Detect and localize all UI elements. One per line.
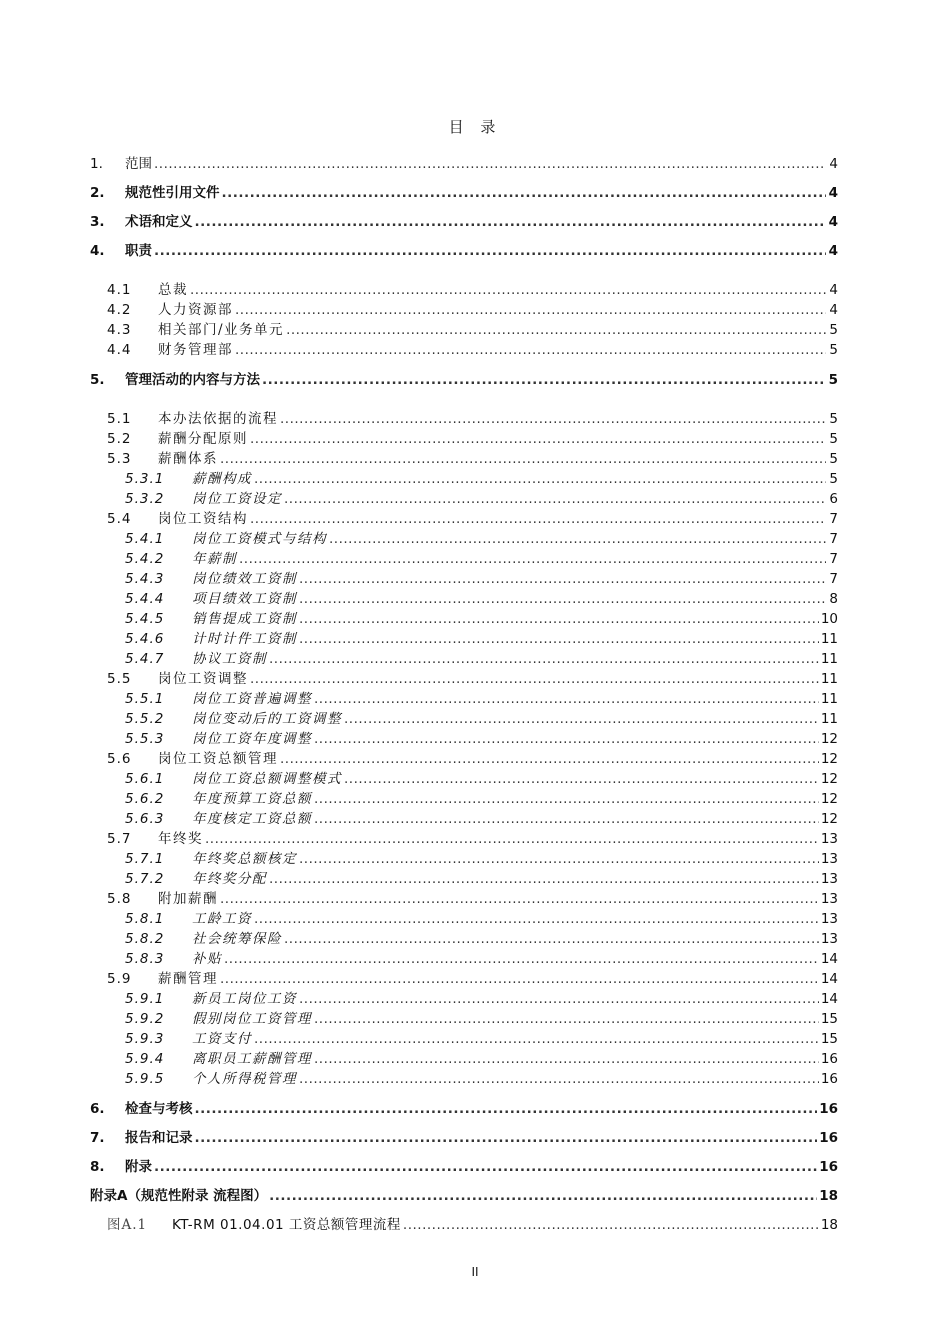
toc-entry-number: 5.4.4 <box>125 591 165 607</box>
toc-entry[interactable] <box>90 368 838 397</box>
toc-entry-page: 16 <box>820 1051 838 1067</box>
toc-entry[interactable] <box>90 447 838 467</box>
toc-entry-page: 4 <box>828 243 838 259</box>
toc-entry[interactable] <box>90 787 838 807</box>
toc-entry-page: 11 <box>820 691 838 707</box>
toc-entry-title: 计时计件工资制 <box>192 631 297 647</box>
toc-entry-number: 7. <box>90 1130 105 1146</box>
toc-entry-page: 16 <box>820 1071 838 1087</box>
toc-leader-dots <box>280 751 819 767</box>
toc-leader-dots <box>154 1159 817 1175</box>
toc-entry-title: 年薪制 <box>192 551 237 567</box>
toc-entry-number: 5.7 <box>107 831 132 847</box>
toc-entry[interactable] <box>90 1067 838 1087</box>
toc-leader-dots <box>254 911 819 927</box>
toc-entry-page: 12 <box>820 811 838 827</box>
toc-entry-page: 14 <box>820 971 838 987</box>
toc-leader-dots <box>299 631 819 647</box>
toc-leader-dots <box>154 156 826 172</box>
toc-leader-dots <box>329 531 826 547</box>
toc-leader-dots <box>280 411 826 427</box>
toc-entry-title: 工龄工资 <box>192 911 252 927</box>
toc-entry[interactable] <box>90 847 838 867</box>
toc-leader-dots <box>250 431 826 447</box>
toc-entry-number: 4.4 <box>107 342 132 358</box>
toc-entry-number: 5.5.3 <box>125 731 165 747</box>
toc-entry[interactable] <box>90 181 838 210</box>
toc-leader-dots <box>224 951 819 967</box>
toc-entry-page: 5 <box>829 431 838 447</box>
toc-entry-number: 5.7.2 <box>125 871 165 887</box>
toc-entry-title: 工资支付 <box>192 1031 252 1047</box>
toc-leader-dots <box>299 991 819 1007</box>
toc-entry[interactable] <box>90 1126 838 1155</box>
toc-entry-title: 岗位工资总额管理 <box>158 751 278 767</box>
toc-leader-dots <box>314 1051 819 1067</box>
toc-entry-title: 财务管理部 <box>158 342 233 358</box>
toc-entry[interactable] <box>90 567 838 587</box>
toc-entry-number: 5.6.2 <box>125 791 165 807</box>
toc-entry-number: 5.9.1 <box>125 991 165 1007</box>
toc-entry-page: 7 <box>829 551 838 567</box>
toc-entry[interactable] <box>90 1097 838 1126</box>
toc-entry-page: 14 <box>820 991 838 1007</box>
toc-entry[interactable] <box>90 907 838 927</box>
toc-entry-page: 11 <box>820 651 838 667</box>
toc-entry-title: 人力资源部 <box>158 302 233 318</box>
toc-entry-page: 4 <box>828 214 838 230</box>
toc-entry-page: 12 <box>820 751 838 767</box>
toc-entry[interactable] <box>90 927 838 947</box>
toc-entry-page: 5 <box>829 411 838 427</box>
toc-leader-dots <box>286 322 826 338</box>
toc-entry[interactable] <box>90 1155 838 1184</box>
toc-leader-dots <box>269 651 819 667</box>
toc-entry-title: 岗位工资设定 <box>192 491 282 507</box>
toc-entry-title: 术语和定义 <box>125 214 193 230</box>
toc-entry-number: 5.9 <box>107 971 132 987</box>
table-of-contents <box>90 152 838 1233</box>
toc-entry-page: 5 <box>829 471 838 487</box>
toc-gap <box>90 1087 838 1097</box>
toc-entry-number: 5.3.2 <box>125 491 165 507</box>
toc-entry-number: 3. <box>90 214 105 230</box>
toc-entry-page: 4 <box>828 185 838 201</box>
toc-entry-title: 岗位工资总额调整模式 <box>192 771 342 787</box>
toc-entry-title: 附加薪酬 <box>158 891 218 907</box>
toc-leader-dots <box>314 791 819 807</box>
toc-entry[interactable] <box>90 407 838 427</box>
toc-leader-dots <box>344 771 819 787</box>
toc-leader-dots <box>250 671 819 687</box>
toc-entry-title: 销售提成工资制 <box>192 611 297 627</box>
toc-entry-number: 5.6.3 <box>125 811 165 827</box>
toc-entry-number: 5.5 <box>107 671 132 687</box>
toc-leader-dots <box>235 342 826 358</box>
toc-entry-title: 本办法依据的流程 <box>158 411 278 427</box>
toc-entry-number: 5. <box>90 372 105 388</box>
toc-entry-title: 总裁 <box>158 282 188 298</box>
toc-entry-title: 年终奖 <box>158 831 203 847</box>
toc-entry-title: 管理活动的内容与方法 <box>125 372 260 388</box>
toc-entry[interactable] <box>90 298 838 318</box>
toc-entry-page: 11 <box>820 631 838 647</box>
toc-entry[interactable] <box>90 427 838 447</box>
toc-leader-dots <box>195 1101 818 1117</box>
toc-entry-page: 15 <box>820 1031 838 1047</box>
toc-entry-title: KT-RM 01.04.01 工资总额管理流程 <box>172 1217 401 1233</box>
toc-entry[interactable] <box>90 627 838 647</box>
toc-entry-title: 相关部门/业务单元 <box>158 322 285 338</box>
toc-gap <box>90 397 838 407</box>
toc-entry-title: 薪酬分配原则 <box>158 431 248 447</box>
toc-entry-page: 16 <box>819 1159 838 1175</box>
toc-entry[interactable] <box>90 987 838 1007</box>
toc-entry-number: 5.4.2 <box>125 551 165 567</box>
toc-entry[interactable] <box>90 487 838 507</box>
toc-leader-dots <box>235 302 826 318</box>
toc-leader-dots <box>195 214 827 230</box>
toc-entry-title: 岗位工资年度调整 <box>192 731 312 747</box>
toc-entry-title: 薪酬构成 <box>192 471 252 487</box>
toc-entry-number: 5.8.3 <box>125 951 165 967</box>
toc-entry[interactable] <box>90 807 838 827</box>
toc-entry[interactable] <box>90 967 838 987</box>
toc-leader-dots <box>299 1071 819 1087</box>
toc-entry-page: 18 <box>820 1217 838 1233</box>
toc-entry-number: 5.4 <box>107 511 132 527</box>
toc-entry-title: 社会统筹保险 <box>192 931 282 947</box>
toc-entry[interactable] <box>90 1047 838 1067</box>
toc-entry-number: 5.4.7 <box>125 651 165 667</box>
toc-leader-dots <box>284 931 819 947</box>
toc-entry-title: 岗位工资调整 <box>158 671 248 687</box>
toc-leader-dots <box>220 451 826 467</box>
toc-entry-number: 5.4.3 <box>125 571 165 587</box>
toc-entry-title: 年度预算工资总额 <box>192 791 312 807</box>
toc-entry-number: 2. <box>90 185 105 201</box>
toc-entry-number: 5.2 <box>107 431 132 447</box>
toc-entry-page: 13 <box>820 851 838 867</box>
toc-entry[interactable] <box>90 547 838 567</box>
toc-entry-number: 5.8.1 <box>125 911 165 927</box>
toc-entry-page: 6 <box>829 491 838 507</box>
toc-entry-page: 4 <box>829 156 838 172</box>
toc-entry-title: 年终奖总额核定 <box>192 851 297 867</box>
toc-entry-number: 5.8 <box>107 891 132 907</box>
toc-entry[interactable] <box>90 1027 838 1047</box>
toc-leader-dots <box>254 471 826 487</box>
toc-entry-page: 14 <box>820 951 838 967</box>
toc-entry-page: 7 <box>829 511 838 527</box>
toc-entry-number: 6. <box>90 1101 105 1117</box>
toc-leader-dots <box>314 1011 819 1027</box>
toc-entry-number: 5.4.1 <box>125 531 165 547</box>
toc-entry[interactable] <box>90 667 838 687</box>
toc-entry-title: 岗位工资模式与结构 <box>192 531 327 547</box>
toc-entry-page: 11 <box>820 711 838 727</box>
toc-entry[interactable] <box>90 1184 838 1213</box>
toc-entry-title: 年终奖分配 <box>192 871 267 887</box>
toc-entry-title: 附录 <box>125 1159 152 1175</box>
toc-entry-page: 5 <box>829 322 838 338</box>
toc-leader-dots <box>222 185 827 201</box>
toc-entry-title: 岗位变动后的工资调整 <box>192 711 342 727</box>
toc-entry-page: 5 <box>829 451 838 467</box>
toc-entry-page: 12 <box>820 771 838 787</box>
toc-entry-number: 5.8.2 <box>125 931 165 947</box>
toc-entry-title: 规范性引用文件 <box>125 185 220 201</box>
toc-entry-page: 5 <box>829 342 838 358</box>
toc-entry-page: 13 <box>820 911 838 927</box>
toc-leader-dots <box>195 1130 818 1146</box>
toc-leader-dots <box>220 971 819 987</box>
toc-gap <box>90 268 838 278</box>
toc-leader-dots <box>190 282 826 298</box>
toc-leader-dots <box>220 891 819 907</box>
toc-entry-page: 13 <box>820 931 838 947</box>
toc-entry[interactable] <box>90 467 838 487</box>
toc-entry-number: 5.9.3 <box>125 1031 165 1047</box>
toc-entry-title: 岗位绩效工资制 <box>192 571 297 587</box>
toc-entry-page: 18 <box>819 1188 838 1204</box>
toc-entry[interactable] <box>90 210 838 239</box>
toc-entry-title: 薪酬体系 <box>158 451 218 467</box>
toc-entry[interactable] <box>90 527 838 547</box>
toc-gap <box>90 358 838 368</box>
toc-entry-title: 报告和记录 <box>125 1130 193 1146</box>
toc-entry-title: 补贴 <box>192 951 222 967</box>
toc-entry-page: 5 <box>828 372 838 388</box>
toc-leader-dots <box>205 831 819 847</box>
toc-entry-number: 5.5.2 <box>125 711 165 727</box>
toc-entry-title: 薪酬管理 <box>158 971 218 987</box>
toc-entry[interactable] <box>90 1007 838 1027</box>
toc-leader-dots <box>269 1188 817 1204</box>
toc-entry-number: 5.4.6 <box>125 631 165 647</box>
toc-entry-page: 7 <box>829 571 838 587</box>
toc-entry-number: 5.1 <box>107 411 132 427</box>
toc-entry-title: 离职员工薪酬管理 <box>192 1051 312 1067</box>
toc-entry-page: 12 <box>820 731 838 747</box>
toc-leader-dots <box>299 571 826 587</box>
toc-entry-number: 4. <box>90 243 105 259</box>
toc-entry-title: 岗位工资结构 <box>158 511 248 527</box>
toc-entry-number: 1. <box>90 156 103 172</box>
toc-entry[interactable] <box>90 747 838 767</box>
toc-entry[interactable] <box>90 318 838 338</box>
toc-entry[interactable] <box>90 727 838 747</box>
toc-entry[interactable] <box>90 867 838 887</box>
toc-entry-title: 项目绩效工资制 <box>192 591 297 607</box>
toc-leader-dots <box>299 611 819 627</box>
toc-entry[interactable] <box>90 887 838 907</box>
toc-leader-dots <box>314 811 819 827</box>
toc-entry-page: 12 <box>820 791 838 807</box>
toc-entry-number: 5.6 <box>107 751 132 767</box>
toc-entry-number: 4.1 <box>107 282 132 298</box>
toc-entry-title: 职责 <box>125 243 152 259</box>
toc-entry-page: 4 <box>829 282 838 298</box>
toc-leader-dots <box>314 731 819 747</box>
toc-entry[interactable] <box>90 607 838 627</box>
toc-entry-title: 假别岗位工资管理 <box>192 1011 312 1027</box>
toc-entry[interactable] <box>90 587 838 607</box>
toc-entry[interactable] <box>90 767 838 787</box>
toc-entry-number: 5.3 <box>107 451 132 467</box>
toc-entry-title: 范围 <box>125 156 152 172</box>
toc-entry-number: 8. <box>90 1159 105 1175</box>
toc-entry-page: 8 <box>829 591 838 607</box>
toc-entry-number: 5.9.2 <box>125 1011 165 1027</box>
toc-entry[interactable] <box>90 687 838 707</box>
toc-leader-dots <box>299 851 819 867</box>
toc-entry-title: 个人所得税管理 <box>192 1071 297 1087</box>
toc-leader-dots <box>262 372 826 388</box>
toc-entry-number: 5.7.1 <box>125 851 165 867</box>
toc-entry-page: 10 <box>820 611 838 627</box>
toc-entry-page: 4 <box>829 302 838 318</box>
toc-entry-number: 5.9.5 <box>125 1071 165 1087</box>
toc-leader-dots <box>154 243 826 259</box>
toc-entry[interactable] <box>90 152 838 181</box>
toc-leader-dots <box>344 711 819 727</box>
toc-entry-title: 检查与考核 <box>125 1101 193 1117</box>
toc-entry-number: 4.2 <box>107 302 132 318</box>
toc-leader-dots <box>403 1217 819 1233</box>
toc-entry[interactable] <box>90 239 838 268</box>
toc-entry[interactable] <box>90 507 838 527</box>
toc-entry-number: 5.9.4 <box>125 1051 165 1067</box>
toc-entry[interactable] <box>90 278 838 298</box>
toc-entry-page: 15 <box>820 1011 838 1027</box>
toc-leader-dots <box>254 1031 819 1047</box>
toc-entry-number: 5.3.1 <box>125 471 165 487</box>
toc-entry-title: 新员工岗位工资 <box>192 991 297 1007</box>
toc-entry-title: 岗位工资普遍调整 <box>192 691 312 707</box>
toc-entry-page: 13 <box>820 891 838 907</box>
toc-leader-dots <box>299 591 826 607</box>
toc-entry-number: 5.4.5 <box>125 611 165 627</box>
toc-entry-page: 16 <box>819 1101 838 1117</box>
toc-entry-number: 图A.1 <box>107 1217 148 1233</box>
toc-entry[interactable] <box>90 827 838 847</box>
toc-leader-dots <box>269 871 819 887</box>
toc-leader-dots <box>239 551 826 567</box>
toc-entry[interactable] <box>90 338 838 358</box>
toc-entry-title: 年度核定工资总额 <box>192 811 312 827</box>
toc-entry-number: 5.5.1 <box>125 691 165 707</box>
toc-entry-page: 13 <box>820 871 838 887</box>
toc-entry-number: 5.6.1 <box>125 771 165 787</box>
toc-leader-dots <box>250 511 826 527</box>
toc-entry[interactable] <box>90 1213 838 1233</box>
toc-entry-page: 7 <box>829 531 838 547</box>
toc-leader-dots <box>284 491 826 507</box>
page-number: II <box>471 1265 479 1279</box>
toc-entry[interactable] <box>90 647 838 667</box>
toc-title: 目 录 <box>448 118 502 136</box>
toc-leader-dots <box>314 691 819 707</box>
toc-entry-page: 16 <box>819 1130 838 1146</box>
toc-entry[interactable] <box>90 707 838 727</box>
toc-entry-title: 协议工资制 <box>192 651 267 667</box>
toc-entry[interactable] <box>90 947 838 967</box>
toc-entry-page: 13 <box>820 831 838 847</box>
toc-entry-title: 附录A（规范性附录 流程图） <box>90 1188 268 1204</box>
toc-entry-page: 11 <box>820 671 838 687</box>
toc-entry-number: 4.3 <box>107 322 132 338</box>
